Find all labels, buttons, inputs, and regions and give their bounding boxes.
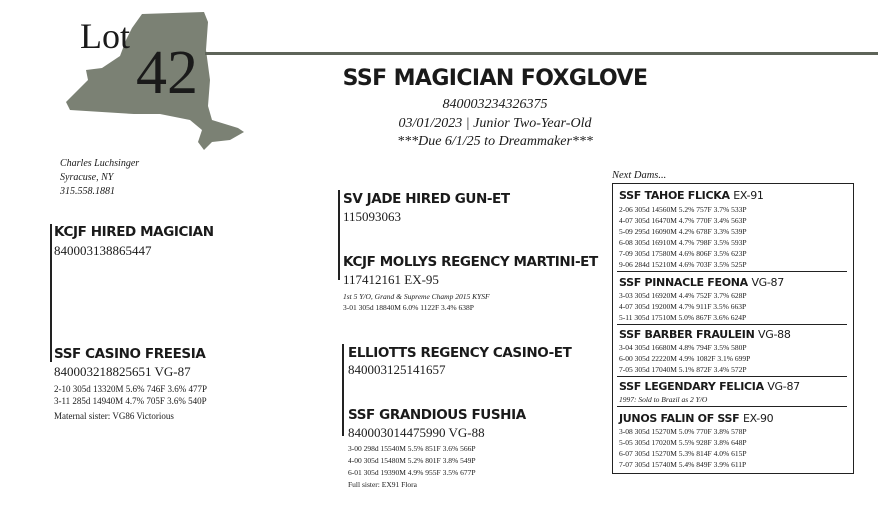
- dam-record: 2-10 305d 13320M 5.6% 746F 3.6% 477P: [54, 384, 208, 394]
- dam-dam-id-score: 840003014475990 VG-88: [348, 425, 485, 440]
- header-rule: [205, 52, 878, 55]
- next-dam-title: [619, 412, 773, 425]
- dam-name: SSF CASINO FREESIA: [54, 346, 206, 362]
- next-dam-title: [619, 328, 791, 341]
- sire-dam-name: KCJF MOLLYS REGENCY MARTINI-ET: [343, 254, 598, 270]
- dam-dam-record: 3-00 298d 15540M 5.5% 851F 3.6% 566P: [348, 444, 476, 453]
- next-dam-record: 5-11 305d 17510M 5.0% 867F 3.6% 624P: [619, 313, 747, 322]
- animal-id: 840003234326375: [442, 97, 548, 112]
- next-dam-name: JUNOS FALIN OF SSF: [619, 412, 740, 425]
- animal-name: SSF MAGICIAN FOXGLOVE: [342, 66, 648, 91]
- next-dam-record: 7-09 305d 17580M 4.6% 806F 3.5% 623P: [619, 249, 747, 258]
- next-dam-record: 4-07 305d 19200M 4.7% 911F 3.5% 663P: [619, 302, 747, 311]
- sire-dam-note: 1st 5 Y/O, Grand & Supreme Champ 2015 KYSF: [343, 292, 490, 301]
- next-dam-name: SSF BARBER FRAULEIN: [619, 328, 755, 341]
- dam-sire-name: ELLIOTTS REGENCY CASINO-ET: [348, 345, 572, 361]
- next-dam-record: 4-07 305d 16470M 4.7% 770F 3.4% 563P: [619, 216, 747, 225]
- dam-note: Maternal sister: VG86 Victorious: [54, 411, 174, 421]
- next-dam-record: 3-08 305d 15270M 5.0% 770F 3.8% 578P: [619, 427, 747, 436]
- sire-name: KCJF HIRED MAGICIAN: [54, 224, 214, 240]
- next-dams-label: Next Dams...: [612, 170, 667, 181]
- next-dam-name: SSF TAHOE FLICKA: [619, 189, 730, 202]
- next-dam-record: 5-05 305d 17020M 5.5% 928F 3.8% 648P: [619, 438, 747, 447]
- dam-dam-note: Full sister: EX91 Flora: [348, 480, 417, 489]
- next-dam-divider: [617, 406, 847, 407]
- dam-record: 3-11 285d 14940M 4.7% 705F 3.6% 540P: [54, 396, 207, 406]
- next-dam-record: 6-00 305d 22220M 4.9% 1082F 3.1% 699P: [619, 354, 751, 363]
- next-dam-record: 9-06 284d 15210M 4.6% 703F 3.5% 525P: [619, 260, 747, 269]
- next-dam-score: VG-87: [751, 276, 784, 289]
- next-dam-record: 3-04 305d 16680M 4.8% 794F 3.5% 580P: [619, 343, 747, 352]
- owner-location: Syracuse, NY: [60, 172, 114, 183]
- birth-date-class: 03/01/2023 | Junior Two-Year-Old: [398, 116, 592, 131]
- next-dam-record: 3-03 305d 16920M 4.4% 752F 3.7% 628P: [619, 291, 747, 300]
- next-dam-divider: [617, 376, 847, 377]
- next-dam-score: VG-87: [767, 380, 800, 393]
- lot-number: 42: [136, 39, 198, 107]
- next-dam-score: VG-88: [758, 328, 791, 341]
- next-dam-divider: [617, 324, 847, 325]
- sire-dam-record: 3-01 305d 18840M 6.0% 1122F 3.4% 638P: [343, 303, 474, 312]
- next-dam-title: [619, 189, 764, 202]
- dam-dam-record: 6-01 305d 19390M 4.9% 955F 3.5% 677P: [348, 468, 476, 477]
- lot-label: Lot: [80, 16, 130, 56]
- next-dam-name: SSF PINNACLE FEONA: [619, 276, 748, 289]
- next-dam-record: 7-07 305d 15740M 5.4% 849F 3.9% 611P: [619, 460, 747, 469]
- sire-bracket: [338, 190, 340, 280]
- sire-sire-name: SV JADE HIRED GUN-ET: [343, 191, 510, 207]
- sire-id: 840003138865447: [54, 243, 152, 258]
- pedigree-bracket: [50, 224, 52, 362]
- dam-id-score: 840003218825651 VG-87: [54, 364, 191, 379]
- dam-dam-name: SSF GRANDIOUS FUSHIA: [348, 407, 526, 423]
- next-dam-score: EX-91: [733, 189, 764, 202]
- sire-sire-id: 115093063: [343, 209, 402, 224]
- sire-dam-id-score: 117412161 EX-95: [343, 272, 439, 287]
- next-dam-record: 6-08 305d 16910M 4.7% 798F 3.5% 593P: [619, 238, 747, 247]
- next-dam-record: 7-05 305d 17040M 5.1% 872F 3.4% 572P: [619, 365, 747, 374]
- next-dam-record: 5-09 295d 16090M 4.2% 678F 3.3% 539P: [619, 227, 747, 236]
- next-dam-name: SSF LEGENDARY FELICIA: [619, 380, 764, 393]
- due-date: ***Due 6/1/25 to Dreammaker***: [397, 134, 593, 149]
- next-dam-note: 1997: Sold to Brazil as 2 Y/O: [619, 395, 708, 404]
- next-dam-score: EX-90: [742, 412, 774, 425]
- dam-sire-id: 840003125141657: [348, 362, 446, 377]
- next-dam-title: [619, 276, 784, 289]
- next-dam-record: 2-06 305d 14560M 5.2% 757F 3.7% 533P: [619, 205, 747, 214]
- owner-phone: 315.558.1881: [60, 186, 115, 197]
- next-dam-title: [619, 380, 800, 393]
- next-dams-box: [612, 183, 854, 474]
- dam-dam-record: 4-00 305d 15480M 5.2% 801F 3.8% 549P: [348, 456, 476, 465]
- owner-name: Charles Luchsinger: [60, 158, 140, 169]
- next-dam-divider: [617, 271, 847, 272]
- next-dam-record: 6-07 305d 15270M 5.3% 814F 4.0% 615P: [619, 449, 747, 458]
- dam-bracket: [342, 344, 344, 436]
